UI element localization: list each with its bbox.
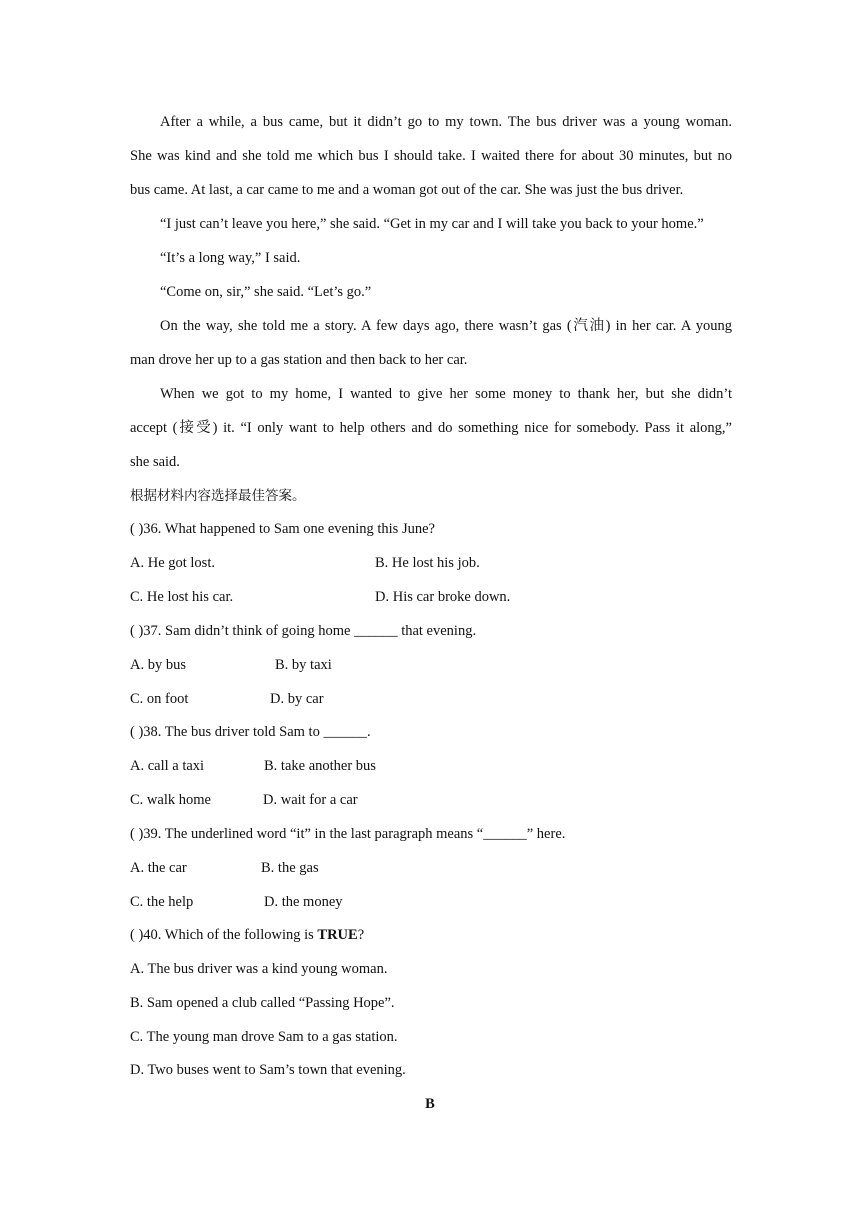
option-a: A. He got lost.: [130, 555, 215, 571]
option-b: B. Sam opened a club called “Passing Hope”.: [130, 995, 395, 1011]
passage-line: On the way, she told me a story. A few days ago, there wasn’t gas (汽油) in her car. A young: [160, 318, 732, 334]
option-c: C. The young man drove Sam to a gas station.: [130, 1029, 398, 1045]
question-stem-emphasis: TRUE: [317, 927, 358, 943]
option-d: D. wait for a car: [263, 792, 358, 808]
question-stem: [130, 925, 364, 945]
instruction: 根据材料内容选择最佳答案。: [130, 488, 306, 504]
option-b: B. He lost his job.: [375, 555, 480, 571]
passage-line: “It’s a long way,” I said.: [160, 250, 301, 266]
passage-line: After a while, a bus came, but it didn’t go to my town. The bus driver was a young woman.: [160, 114, 732, 130]
passage-line: man drove her up to a gas station and then back to her car.: [130, 352, 468, 368]
question-stem: ( )36. What happened to Sam one evening this June?: [130, 521, 435, 537]
option-c: C. on foot: [130, 691, 189, 707]
option-a: A. The bus driver was a kind young woman.: [130, 961, 388, 977]
section-label: B: [425, 1096, 435, 1112]
question-stem: ( )38. The bus driver told Sam to ______.: [130, 724, 371, 740]
passage-line: When we got to my home, I wanted to give her some money to thank her, but she didn’t: [160, 386, 732, 402]
question-stem-suffix: ?: [357, 927, 365, 943]
passage-line: bus came. At last, a car came to me and a woman got out of the car. She was just the bus driver.: [130, 182, 684, 198]
option-b: B. by taxi: [275, 657, 332, 673]
passage-line: “I just can’t leave you here,” she said. “Get in my car and I will take you back to your home.”: [160, 216, 704, 232]
option-c: C. the help: [130, 894, 194, 910]
option-b: B. take another bus: [264, 758, 376, 774]
option-a: A. the car: [130, 860, 187, 876]
option-b: B. the gas: [261, 860, 319, 876]
question-stem: ( )39. The underlined word “it” in the last paragraph means “______” here.: [130, 826, 566, 842]
option-d: D. Two buses went to Sam’s town that evening.: [130, 1062, 406, 1078]
question-stem-prefix: ( )40. Which of the following is: [130, 927, 318, 943]
question-stem: ( )37. Sam didn’t think of going home ______ that evening.: [130, 623, 477, 639]
option-a: A. call a taxi: [130, 758, 205, 774]
option-d: D. by car: [270, 691, 324, 707]
option-d: D. the money: [264, 894, 343, 910]
option-c: C. walk home: [130, 792, 211, 808]
option-a: A. by bus: [130, 657, 186, 673]
option-d: D. His car broke down.: [375, 589, 511, 605]
passage-line: accept (接受) it. “I only want to help others and do something nice for somebody. Pass it along,”: [130, 420, 732, 436]
passage-line: “Come on, sir,” she said. “Let’s go.”: [160, 284, 372, 300]
passage-line: she said.: [130, 454, 180, 470]
option-c: C. He lost his car.: [130, 589, 234, 605]
passage-line: She was kind and she told me which bus I should take. I waited there for about 30 minutes, but no: [130, 148, 732, 164]
